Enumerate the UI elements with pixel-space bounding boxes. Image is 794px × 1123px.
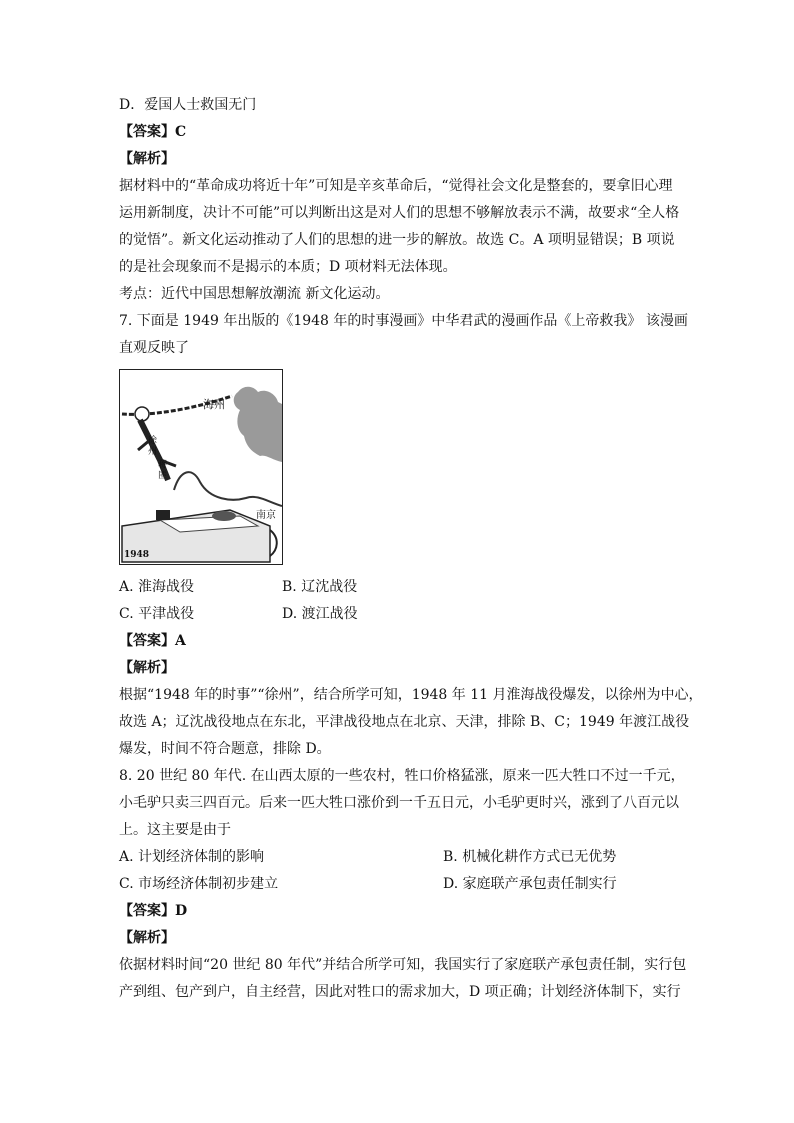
q7-stem-line: 7. 下面是 1949 年出版的《1948 年的时事漫画》中华君武的漫画作品《上帝救我》 该漫画 <box>119 313 688 329</box>
cartoon-label-xuzhou: 徐州 <box>148 436 158 457</box>
q8-option-c: C. 市场经济体制初步建立 <box>119 876 279 892</box>
q8-analysis-label: 【解析】 <box>119 930 175 946</box>
q8-option-b: B. 机械化耕作方式已无优势 <box>443 849 617 865</box>
q7-option-d: D. 渡江战役 <box>282 606 358 622</box>
q6-analysis-line: 运用新制度，决计不可能”可以判断出这是对人们的思想不够解放表示不满，故要求“全人格 <box>119 205 680 221</box>
q7-option-c: C. 平津战役 <box>119 606 195 622</box>
q7-analysis-line: 根据“1948 年的时事”“徐州”，结合所学可知，1948 年 11 月淮海战役爆发，以徐州为中心， <box>119 687 703 703</box>
q8-analysis-line: 产到组、包产到户，自主经营，因此对牲口的需求加大，D 项正确；计划经济体制下，实行 <box>119 984 681 1000</box>
q7-answer: 【答案】A <box>119 633 186 649</box>
phone-cord <box>270 530 277 556</box>
telephone <box>156 510 170 520</box>
q6-analysis-label: 【解析】 <box>119 151 175 167</box>
q7-option-b: B. 辽沈战役 <box>282 579 358 595</box>
q6-analysis-line: 的是社会现象而不是揭示的本质；D 项材料无法体现。 <box>119 259 457 275</box>
q6-analysis-line: 据材料中的“革命成功将近十年”可知是辛亥革命后，“觉得社会文化是整套的，要拿旧心理 <box>119 178 673 194</box>
sea-area <box>234 387 282 462</box>
river-line <box>174 472 282 506</box>
desk-figure <box>212 511 236 521</box>
q8-option-a: A. 计划经济体制的影响 <box>119 849 265 865</box>
q7-analysis-label: 【解析】 <box>119 660 175 676</box>
cartoon-label-nanjing: 南京 <box>256 510 276 521</box>
cartoon-year: 1948 <box>124 550 150 560</box>
q7-cartoon <box>119 369 283 565</box>
q7-analysis-line: 爆发，时间不符合题意，排除 D。 <box>119 741 331 757</box>
cartoon-label-jiangfei: 蒋匪 <box>158 460 168 481</box>
q8-option-d: D. 家庭联产承包责任制实行 <box>443 876 617 892</box>
q6-analysis-line: 的觉悟”。新文化运动推动了人们的思想的进一步的解放。故选 C。A 项明显错误；B 项说 <box>119 232 675 248</box>
q8-stem-line: 8. 20 世纪 80 年代. 在山西太原的一些农村，牲口价格猛涨，原来一匹大牲口不过一千元， <box>119 768 685 784</box>
q8-stem-line: 上。这主要是由于 <box>119 822 231 838</box>
q6-option-d: D．爱国人士救国无门 <box>119 97 257 113</box>
figure-head <box>135 407 149 421</box>
cartoon-label-haizhou: 海州 <box>203 398 225 411</box>
q6-answer: 【答案】C <box>119 124 187 140</box>
q7-option-a: A. 淮海战役 <box>119 579 195 595</box>
q8-answer: 【答案】D <box>119 903 188 919</box>
q8-stem-line: 小毛驴只卖三四百元。后来一匹大牲口涨价到一千五日元，小毛驴更时兴，涨到了八百元以 <box>119 795 679 811</box>
q8-analysis-line: 依据材料时间“20 世纪 80 年代”并结合所学可知，我国实行了家庭联产承包责任制，实行包 <box>119 957 687 973</box>
cartoon-drawing <box>120 370 283 565</box>
q7-analysis-line: 故选 A；辽沈战役地点在东北，平津战役地点在北京、天津，排除 B、C；1949 年渡江战役 <box>119 714 690 730</box>
q7-stem-line: 直观反映了 <box>119 340 189 356</box>
q6-kaodian: 考点：近代中国思想解放潮流 新文化运动。 <box>119 286 390 302</box>
